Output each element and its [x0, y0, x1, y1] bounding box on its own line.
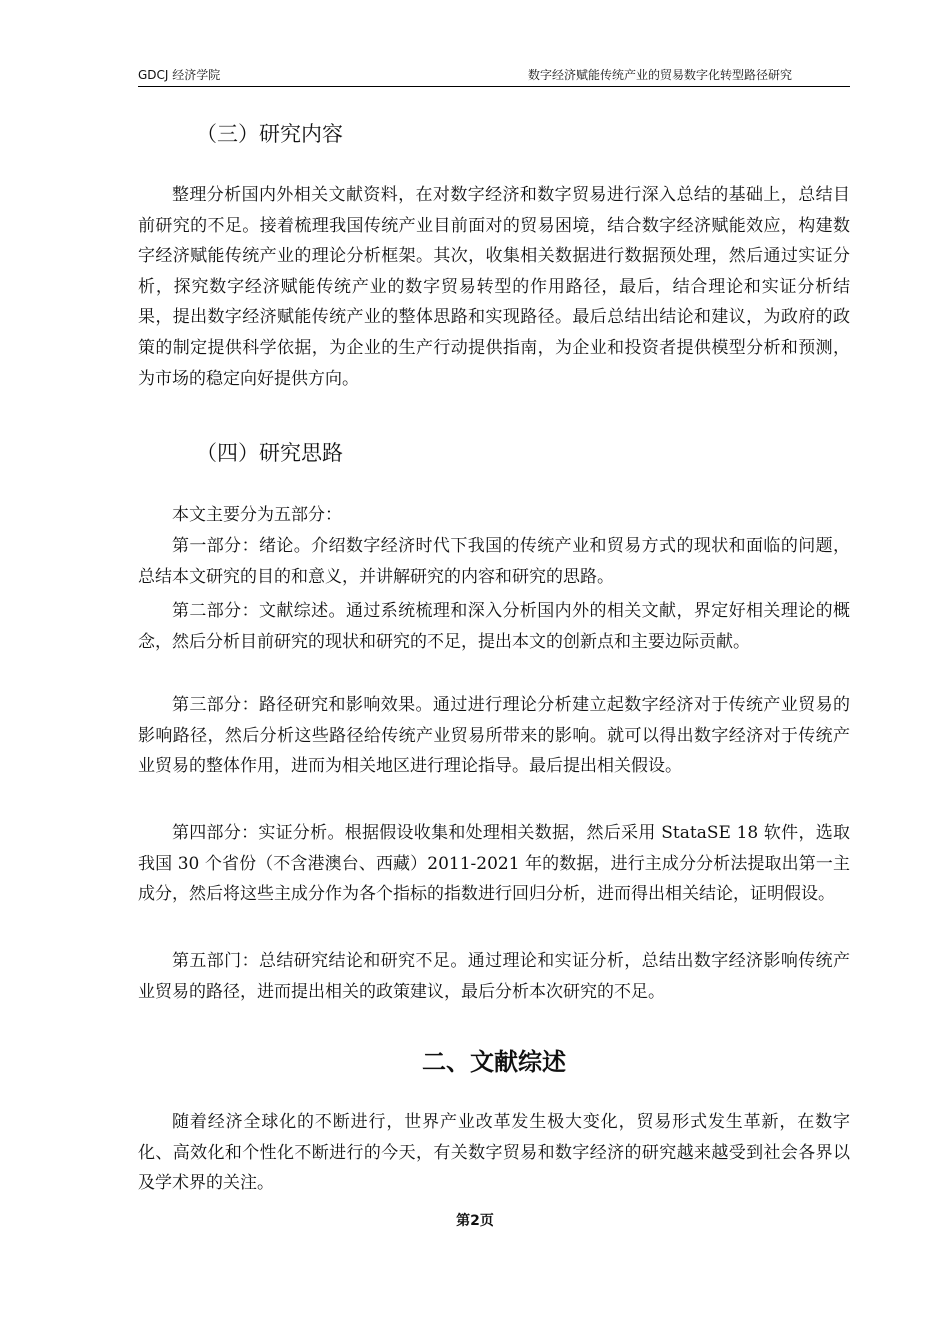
approach-part-4: 第四部分：实证分析。根据假设收集和处理相关数据，然后采用 StataSE 18 软件，选取我国 30 个省份（不含港澳台、西藏）2011-2021 年的数据，进行主成分分析法提取出第一主成分，然后将这些主成分作为各个指标的指数进行回归分析，进而得出相关结论，证明假设。 [138, 823, 850, 905]
page-number: 第2页 [456, 1213, 494, 1229]
approach-part-1: 第一部分：绪论。介绍数字经济时代下我国的传统产业和贸易方式的现状和面临的问题，总结本文研究的目的和意义，并讲解研究的内容和研究的思路。 [138, 536, 850, 587]
approach-part-2: 第二部分：文献综述。通过系统梳理和深入分析国内外的相关文献，界定好相关理论的概念，然后分析目前研究的现状和研究的不足，提出本文的创新点和主要边际贡献。 [138, 601, 850, 652]
page-header [138, 66, 850, 87]
header-paper-title: 数字经济赋能传统产业的贸易数字化转型路径研究 [527, 68, 792, 82]
approach-intro: 本文主要分为五部分： [172, 505, 342, 525]
header-institution: GDCJ 经济学院 [138, 68, 221, 82]
section-heading-research-content: （三）研究内容 [196, 122, 343, 146]
chapter-heading-literature-review: 二、文献综述 [422, 1048, 566, 1076]
section-heading-research-approach: （四）研究思路 [196, 441, 343, 465]
approach-part-5: 第五部门：总结研究结论和研究不足。通过理论和实证分析，总结出数字经济影响传统产业贸易的路径，进而提出相关的政策建议，最后分析本次研究的不足。 [138, 951, 850, 1002]
literature-review-paragraph: 随着经济全球化的不断进行，世界产业改革发生极大变化，贸易形式发生革新，在数字化、高效化和个性化不断进行的今天，有关数字贸易和数字经济的研究越来越受到社会各界以及学术界的关注。 [138, 1112, 850, 1194]
research-content-paragraph: 整理分析国内外相关文献资料，在对数字经济和数字贸易进行深入总结的基础上，总结目前研究的不足。接着梳理我国传统产业目前面对的贸易困境，结合数字经济赋能效应，构建数字经济赋能传统产业的理论分析框架。其次，收集相关数据进行数据预处理，然后通过实证分析，探究数字经济赋能传统产业的数字贸易转型的作用路径，最后，结合理论和实证分析结果，提出数字经济赋能传统产业的整体思路和实现路径。最后总结出结论和建议，为政府的政策的制定提供科学依据，为企业的生产行动提供指南，为企业和投资者提供模型分析和预测，为市场的稳定向好提供方向。 [138, 185, 850, 389]
approach-part-3: 第三部分：路径研究和影响效果。通过进行理论分析建立起数字经济对于传统产业贸易的影响路径，然后分析这些路径给传统产业贸易所带来的影响。就可以得出数字经济对于传统产业贸易的整体作用，进而为相关地区进行理论指导。最后提出相关假设。 [138, 695, 850, 777]
